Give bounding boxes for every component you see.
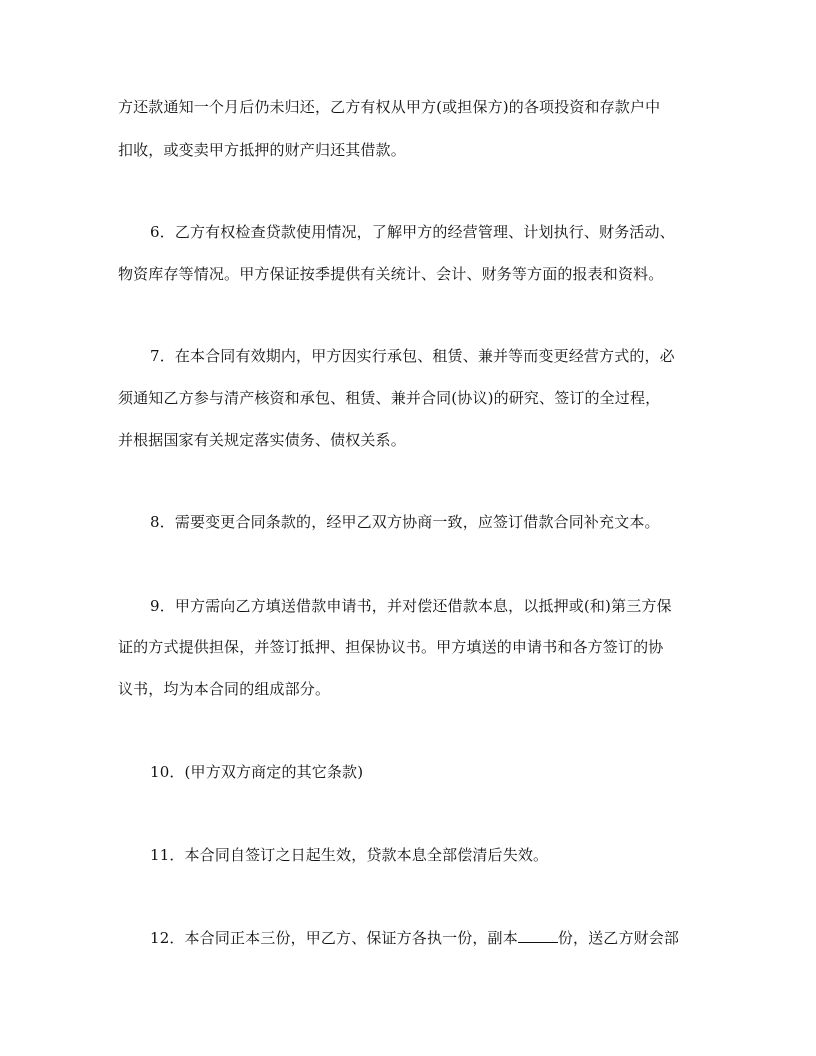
paragraph-8-line-1: 8．需要变更合同条款的，经甲乙双方协商一致，应签订借款合同补充文本。 xyxy=(150,513,660,531)
copies-count-blank xyxy=(518,928,558,943)
paragraph-7-line-1: 7．在本合同有效期内，甲方因实行承包、租赁、兼并等而变更经营方式的，必 xyxy=(150,347,675,365)
paragraph-12-line-1 xyxy=(150,928,740,948)
paragraph-10-line-1: 10．(甲方双方商定的其它条款) xyxy=(150,763,364,781)
paragraph-5-line-1: 方还款通知一个月后仍未归还，乙方有权从甲方(或担保方)的各项投资和存款户中 xyxy=(118,98,661,116)
paragraph-12-text-after-blank: 份，送乙方财会部 xyxy=(557,929,680,947)
paragraph-9-line-3: 议书，均为本合同的组成部分。 xyxy=(118,680,331,698)
paragraph-5-line-2: 扣收，或变卖甲方抵押的财产归还其借款。 xyxy=(118,141,406,159)
paragraph-9-line-1: 9．甲方需向乙方填送借款申请书，并对偿还借款本息，以抵押或(和)第三方保 xyxy=(150,597,672,615)
paragraph-12-text-before-blank: 12．本合同正本三份，甲乙方、保证方各执一份，副本 xyxy=(150,929,518,947)
paragraph-9-line-2: 证的方式提供担保，并签订抵押、担保协议书。甲方填送的申请书和各方签订的协 xyxy=(118,638,664,656)
paragraph-6-line-2: 物资库存等情况。甲方保证按季提供有关统计、会计、财务等方面的报表和资料。 xyxy=(118,265,664,283)
paragraph-11-line-1: 11．本合同自签订之日起生效，贷款本息全部偿清后失效。 xyxy=(150,846,549,864)
paragraph-6-line-1: 6．乙方有权检查贷款使用情况，了解甲方的经营管理、计划执行、财务活动、 xyxy=(150,223,675,241)
paragraph-7-line-2: 须通知乙方参与清产核资和承包、租赁、兼并合同(协议)的研究、签订的全过程， xyxy=(118,389,661,407)
paragraph-7-line-3: 并根据国家有关规定落实债务、债权关系。 xyxy=(118,431,406,449)
